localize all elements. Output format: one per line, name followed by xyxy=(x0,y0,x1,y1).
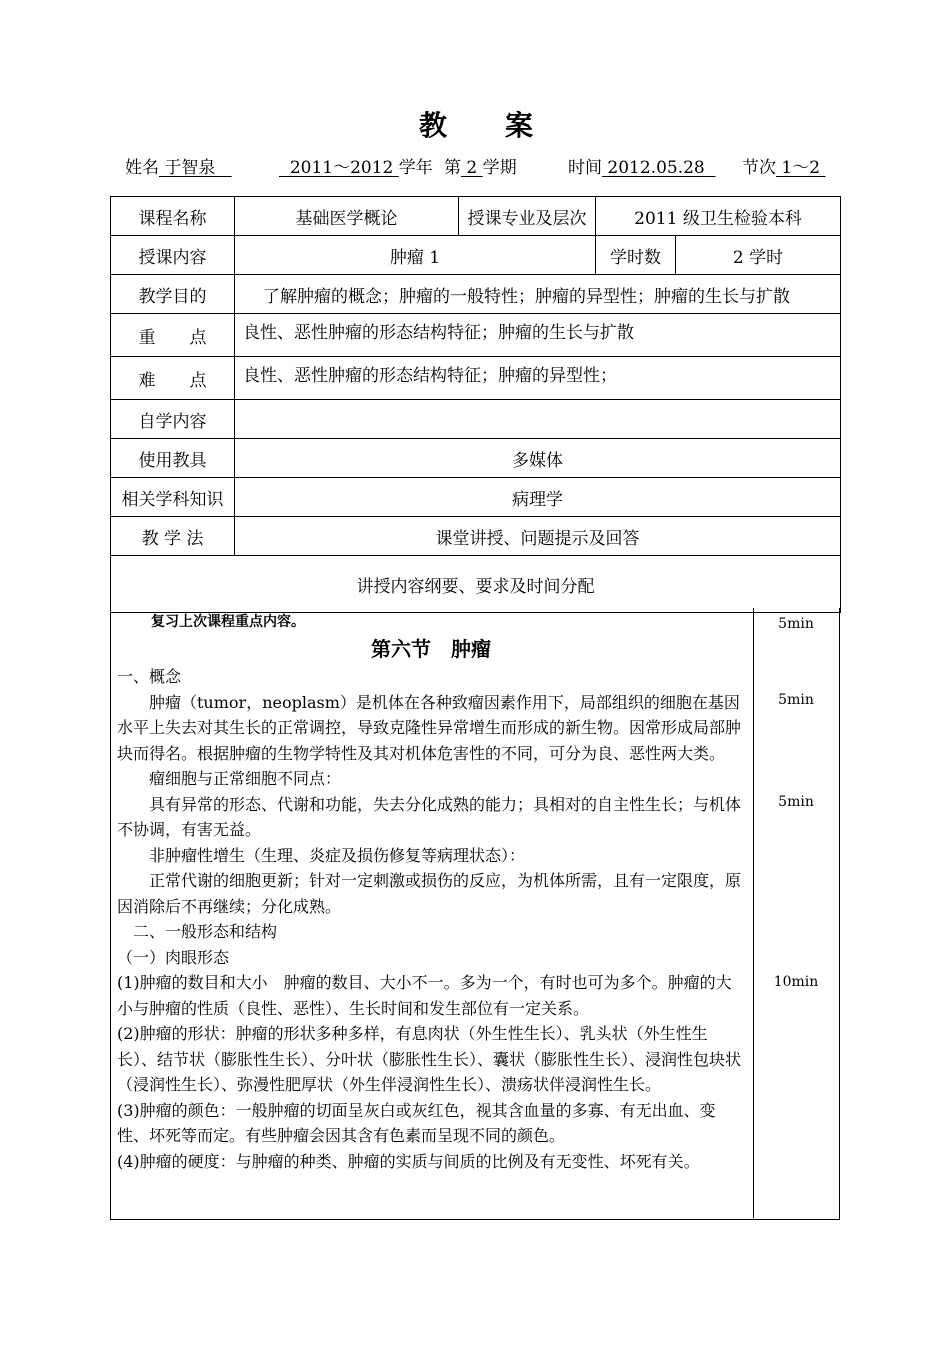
heading-gross: （一）肉眼形态 xyxy=(117,947,230,967)
method-row xyxy=(111,517,841,556)
related-row xyxy=(111,478,841,517)
term: 第 2 学期 xyxy=(444,158,517,178)
lesson-info-table xyxy=(110,196,841,613)
lesson-date: 时间 2012.05.28 xyxy=(568,158,705,178)
time-allocation: 5min xyxy=(778,616,814,632)
key-label: 重 点 xyxy=(111,314,235,357)
self-study-value xyxy=(235,400,841,439)
content-row xyxy=(111,236,841,275)
paragraph-non-tumor: 正常代谢的细胞更新；针对一定刺激或损伤的反应，为机体所需，且有一定限度，原因消除后不再继续；分化成熟。 xyxy=(117,871,742,916)
tools-value: 多媒体 xyxy=(235,439,841,478)
method-value: 课堂讲授、问题提示及回答 xyxy=(235,517,841,556)
title-char-2: 案 xyxy=(505,109,534,142)
key-row xyxy=(111,314,841,357)
content-label: 授课内容 xyxy=(111,236,235,275)
related-value: 病理学 xyxy=(235,478,841,517)
time-allocation: 5min xyxy=(778,692,814,708)
class-period: 节次 1～2 xyxy=(742,158,821,178)
outline-heading-row xyxy=(111,556,841,613)
hours-value: 2 学时 xyxy=(676,236,841,275)
item-color: (3)肿瘤的颜色：一般肿瘤的切面呈灰白或灰红色，视其含血量的多寡、有无出血、变性、坏死等而定。有些肿瘤会因其含有色素而呈现不同的颜色。 xyxy=(117,1100,716,1145)
review-note: 复习上次课程重点内容。 xyxy=(151,614,305,630)
self-study-row xyxy=(111,400,841,439)
paragraph-difference: 具有异常的形态、代谢和功能，失去分化成熟的能力；具相对的自主性生长；与机体不协调，有害无益。 xyxy=(117,794,742,839)
outline-heading: 讲授内容纲要、要求及时间分配 xyxy=(111,556,841,613)
related-label: 相关学科知识 xyxy=(111,478,235,517)
title-char-1: 教 xyxy=(418,109,447,142)
course-row xyxy=(111,197,841,236)
lesson-body xyxy=(110,608,840,1220)
paragraph-difference-heading: 瘤细胞与正常细胞不同点： xyxy=(149,769,342,788)
goal-label: 教学目的 xyxy=(111,275,235,314)
major-label: 授课专业及层次 xyxy=(459,197,596,236)
teacher-name: 姓名 于智泉 xyxy=(125,158,216,178)
tools-label: 使用教具 xyxy=(111,439,235,478)
course-label: 课程名称 xyxy=(111,197,235,236)
goal-row xyxy=(111,275,841,314)
lesson-content xyxy=(111,608,751,1174)
time-allocation: 10min xyxy=(773,974,819,990)
item-shape: (2)肿瘤的形状：肿瘤的形状多种多样，有息肉状（外生性生长）、乳头状（外生性生长）、结节状（膨胀性生长）、分叶状（膨胀性生长）、囊状（膨胀性生长）、浸润性包块状（浸润性生长）、弥漫性肥厚状（外生伴浸润性生长）、溃疡状伴浸润性生长。 xyxy=(117,1024,742,1094)
self-study-label: 自学内容 xyxy=(111,400,235,439)
major-value: 2011 级卫生检验本科 xyxy=(596,197,841,236)
paragraph-definition: 肿瘤（tumor，neoplasm）是机体在各种致瘤因素作用下，局部组织的细胞在基因水平上失去对其生长的正常调控，导致克隆性异常增生而形成的新生物。因常形成局部肿块而得名。根据肿瘤的生物学特性及其对机体危害性的不同，可分为良、恶性两大类。 xyxy=(117,692,742,763)
document-title xyxy=(0,104,952,144)
goal-value: 了解肿瘤的概念；肿瘤的一般特性；肿瘤的异型性；肿瘤的生长与扩散 xyxy=(235,275,841,314)
difficult-label: 难 点 xyxy=(111,357,235,400)
method-label: 教 学 法 xyxy=(111,517,235,556)
item-hardness: (4)肿瘤的硬度：与肿瘤的种类、肿瘤的实质与间质的比例及有无变性、坏死有关。 xyxy=(117,1151,700,1171)
content-value: 肿瘤 1 xyxy=(235,236,596,275)
item-number-size: (1)肿瘤的数目和大小 肿瘤的数目、大小不一。多为一个，有时也可为多个。肿瘤的大小与肿瘤的性质（良性、恶性）、生长时间和发生部位有一定关系。 xyxy=(117,973,732,1018)
heading-concept: 一、概念 xyxy=(117,667,182,686)
hours-label: 学时数 xyxy=(596,236,676,275)
time-allocation: 5min xyxy=(778,794,814,810)
difficult-value: 良性、恶性肿瘤的形态结构特征；肿瘤的异型性； xyxy=(235,357,841,400)
difficult-row xyxy=(111,357,841,400)
tools-row xyxy=(111,439,841,478)
course-value: 基础医学概论 xyxy=(235,197,459,236)
section-title: 第六节 肿瘤 xyxy=(371,637,491,661)
heading-morphology: 二、一般形态和结构 xyxy=(133,922,278,941)
academic-year: 2011～2012 学年 xyxy=(289,158,433,178)
key-value: 良性、恶性肿瘤的形态结构特征；肿瘤的生长与扩散 xyxy=(235,314,841,357)
paragraph-non-tumor-heading: 非肿瘤性增生（生理、炎症及损伤修复等病理状态）： xyxy=(149,845,526,865)
